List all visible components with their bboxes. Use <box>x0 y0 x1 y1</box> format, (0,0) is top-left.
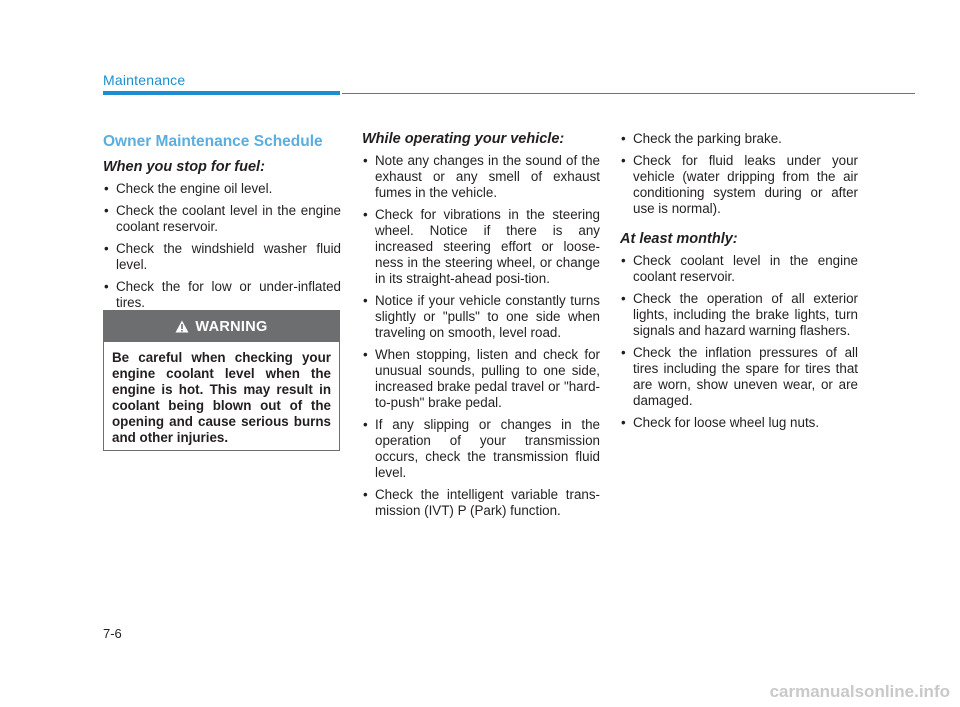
warning-text: Be careful when checking your engine coolant level when the engine is hot. This may result in coolant being blown out of the opening and cause serious burns and other injuries. <box>112 350 331 445</box>
left-column <box>103 131 341 317</box>
page-number: 7-6 <box>103 626 122 641</box>
fuel-checklist <box>103 181 341 311</box>
warning-header <box>104 311 339 342</box>
list-item: • Check the parking brake. <box>620 131 858 147</box>
list-item: • Check the engine oil level. <box>103 181 341 197</box>
list-item: • Check the intelligent variable trans-mission (IVT) P (Park) function. <box>362 487 600 519</box>
subheading-operating: While operating your vehicle: <box>362 131 565 147</box>
warning-box <box>103 310 340 451</box>
list-item: • Note any changes in the sound of the exhaust or any smell of exhaust fumes in the vehicle. <box>362 153 600 201</box>
list-item: • Notice if your vehicle constantly turns slightly or "pulls" to one side when traveling on smooth, level road. <box>362 293 600 341</box>
header-rule-thin <box>342 93 915 94</box>
list-item: • Check the windshield washer fluid level. <box>103 241 341 273</box>
list-item: • Check for fluid leaks under your vehicle (water dripping from the air conditioning system during or after use is normal). <box>620 153 858 217</box>
operating-checklist-continued <box>620 131 858 217</box>
warning-label: WARNING <box>195 318 268 335</box>
subheading-monthly: At least monthly: <box>620 231 738 247</box>
list-item: • Check the coolant level in the engine coolant reservoir. <box>103 203 341 235</box>
list-item: • Check the operation of all exterior lights, including the brake lights, turn signals and hazard warning flashers. <box>620 291 858 339</box>
list-item: • When stopping, listen and check for unusual sounds, pulling to one side, increased brake pedal travel or "hard-to-push" brake pedal. <box>362 347 600 411</box>
list-item: • If any slipping or changes in the operation of your transmission occurs, check the transmission fluid level. <box>362 417 600 481</box>
list-item: • Check coolant level in the engine coolant reservoir. <box>620 253 858 285</box>
watermark: carmanualsonline.info <box>769 682 950 701</box>
middle-column <box>362 131 600 525</box>
list-item: • Check for vibrations in the steering wheel. Notice if there is any increased steering effort or loose-ness in the steering wheel, or change in its straight-ahead posi-tion. <box>362 207 600 287</box>
warning-triangle-icon <box>175 320 189 333</box>
page-title: Owner Maintenance Schedule <box>103 133 323 150</box>
list-item: • Check the for low or under-inflated tires. <box>103 279 341 311</box>
header-rule-thick <box>103 91 340 95</box>
list-item: • Check for loose wheel lug nuts. <box>620 415 858 431</box>
section-header: Maintenance <box>103 72 186 88</box>
list-item: • Check the inflation pressures of all tires including the spare for tires that are worn, show uneven wear, or are damaged. <box>620 345 858 409</box>
monthly-checklist <box>620 253 858 431</box>
subheading-fuel: When you stop for fuel: <box>103 159 265 175</box>
operating-checklist <box>362 153 600 519</box>
right-column <box>620 131 858 437</box>
